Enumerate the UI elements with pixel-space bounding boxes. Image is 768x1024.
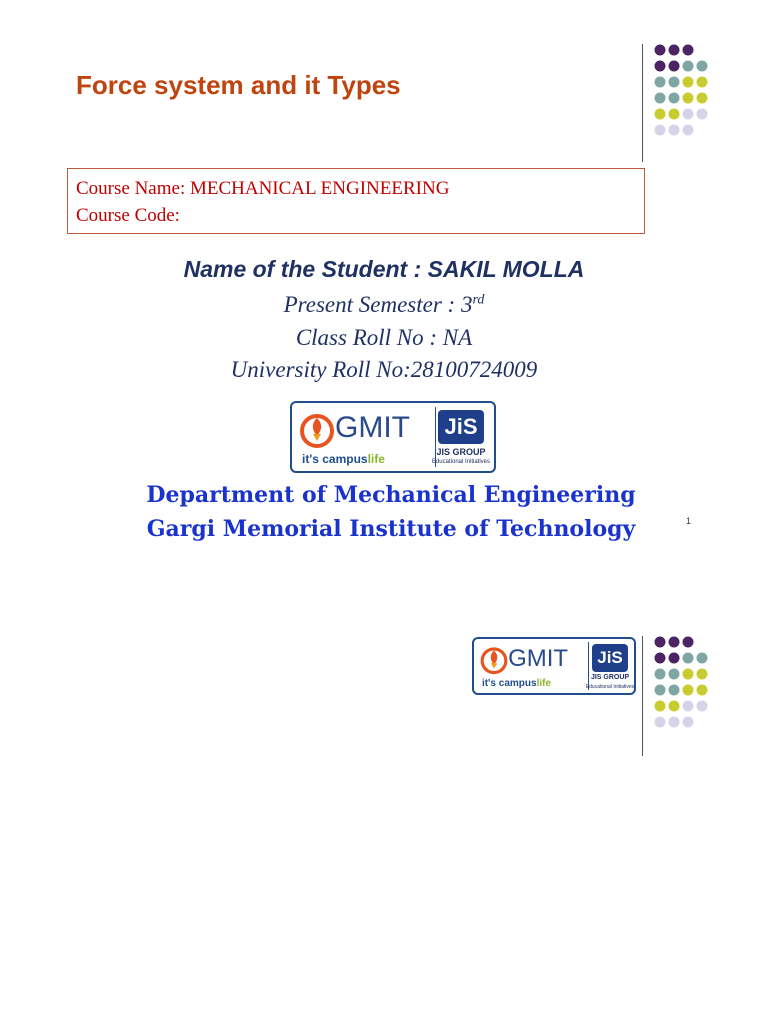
- gmit-jis-logo: [290, 401, 496, 473]
- decorative-dot: [697, 77, 708, 88]
- university-roll: University Roll No:28100724009: [230, 357, 538, 382]
- gmit-wordmark: GMIT: [508, 645, 569, 673]
- jis-group-label: JIS GROUP: [436, 447, 486, 457]
- logo-divider: [435, 407, 436, 467]
- decorative-dot: [669, 669, 680, 680]
- decorative-dot: [683, 685, 694, 696]
- decorative-dot: [655, 669, 666, 680]
- decorative-dot: [697, 685, 708, 696]
- decorative-dot: [655, 685, 666, 696]
- decorative-dot: [669, 61, 680, 72]
- decorative-dot: [655, 125, 666, 136]
- decorative-dot: [669, 77, 680, 88]
- decorative-dot: [669, 685, 680, 696]
- decorative-dot: [669, 717, 680, 728]
- institute-name: Gargi Memorial Institute of Technology: [146, 516, 636, 542]
- decorative-dot: [683, 125, 694, 136]
- decorative-dot: [683, 109, 694, 120]
- flame-icon: [479, 644, 509, 676]
- divider-line: [642, 636, 643, 756]
- gmit-wordmark: GMIT: [335, 411, 411, 445]
- department-name: Department of Mechanical Engineering: [146, 482, 636, 508]
- course-name: Course Name: MECHANICAL ENGINEERING: [76, 178, 450, 199]
- decorative-dot: [683, 669, 694, 680]
- decorative-dot: [683, 653, 694, 664]
- flame-icon: [298, 410, 336, 450]
- divider-line: [642, 44, 643, 162]
- jis-group-label: JIS GROUP: [590, 674, 630, 681]
- decorative-dot: [669, 701, 680, 712]
- jis-sub-label: Educational Initiatives: [585, 684, 635, 690]
- student-name: Name of the Student : SAKIL MOLLA: [183, 256, 585, 282]
- course-info-box: [67, 168, 645, 234]
- decorative-dot-grid: [650, 632, 730, 742]
- decorative-dot: [683, 717, 694, 728]
- slide-2: [0, 560, 768, 1024]
- gmit-logo-part: [292, 403, 435, 471]
- decorative-dot: [669, 93, 680, 104]
- decorative-dot: [683, 701, 694, 712]
- decorative-dot-grid: [650, 40, 730, 150]
- decorative-dot: [655, 717, 666, 728]
- semester-suffix: rd: [472, 292, 485, 308]
- decorative-dot: [669, 653, 680, 664]
- gmit-jis-logo: [472, 637, 636, 695]
- jis-sub-label: Educational Initiatives: [431, 459, 491, 465]
- logo-tagline: [302, 452, 385, 466]
- tagline-campus: it's campus: [481, 678, 537, 690]
- decorative-dot: [669, 109, 680, 120]
- course-code: Course Code:: [76, 205, 180, 226]
- jis-badge: JiS: [438, 410, 484, 444]
- decorative-dot: [697, 109, 708, 120]
- decorative-dot: [683, 45, 694, 56]
- decorative-dot: [683, 77, 694, 88]
- semester-label: Present Semester : 3: [283, 292, 473, 317]
- jis-badge: JiS: [592, 644, 628, 672]
- decorative-dot: [669, 637, 680, 648]
- decorative-dot: [683, 61, 694, 72]
- logo-tagline: [482, 678, 551, 689]
- decorative-dot: [697, 93, 708, 104]
- tagline-life: life: [536, 678, 552, 690]
- decorative-dot: [655, 77, 666, 88]
- decorative-dot: [697, 653, 708, 664]
- gmit-logo-part: [474, 639, 588, 693]
- decorative-dot: [655, 637, 666, 648]
- logo-divider: [588, 642, 589, 690]
- decorative-dot: [697, 669, 708, 680]
- decorative-dot: [669, 45, 680, 56]
- decorative-dot: [655, 61, 666, 72]
- decorative-dot: [655, 701, 666, 712]
- decorative-dot: [683, 93, 694, 104]
- present-semester: [0, 292, 768, 318]
- decorative-dot: [683, 637, 694, 648]
- decorative-dot: [655, 45, 666, 56]
- tagline-campus: it's campus: [302, 452, 368, 467]
- decorative-dot: [697, 61, 708, 72]
- decorative-dot: [655, 93, 666, 104]
- class-roll: Class Roll No : NA: [295, 325, 473, 350]
- decorative-dot: [669, 125, 680, 136]
- decorative-dot: [655, 653, 666, 664]
- page-number: 1: [686, 516, 692, 526]
- tagline-life: life: [367, 452, 385, 467]
- decorative-dot: [655, 109, 666, 120]
- slide-title: Force system and it Types: [76, 70, 401, 100]
- decorative-dot: [697, 701, 708, 712]
